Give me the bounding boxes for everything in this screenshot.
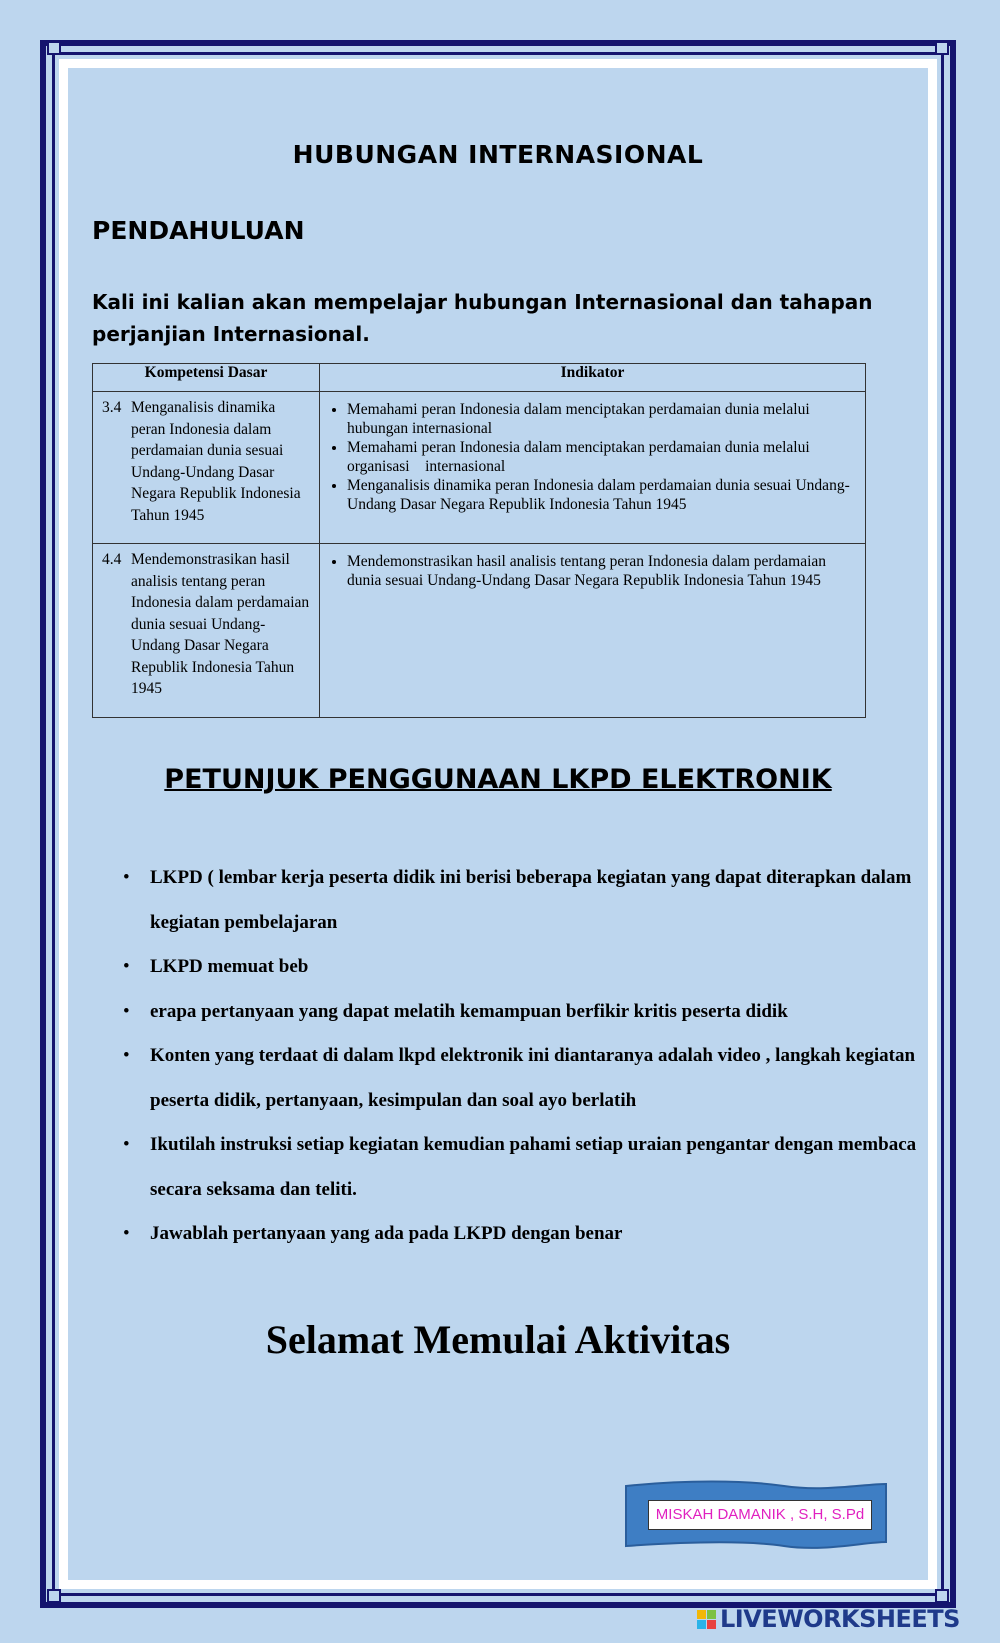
- instruction-item: • erapa pertanyaan yang dapat melatih kemampuan berfikir kritis peserta didik: [150, 990, 936, 1035]
- table-header: Indikator: [320, 364, 866, 392]
- page-title: HUBUNGAN INTERNASIONAL: [292, 140, 704, 169]
- kd-number: 4.4: [102, 551, 122, 568]
- instruction-item: • Jawablah pertanyaan yang ada pada LKPD dengan benar: [150, 1212, 936, 1257]
- indicator-cell: [320, 392, 866, 544]
- kd-text: Menganalisis dinamika peran Indonesia dalam perdamaian dunia sesuai Undang-Undang Dasar Negara Republik Indonesia Tahun 1945: [131, 399, 301, 524]
- instructions-list: [120, 856, 936, 1257]
- instruction-item: • Ikutilah instruksi setiap kegiatan kemudian pahami setiap uraian pengantar dengan membaca secara seksama dan teliti.: [150, 1123, 936, 1212]
- indicator-item: • Memahami peran Indonesia dalam menciptakan perdamaian dunia melalui organisasi internasional: [347, 438, 854, 476]
- instructions-heading-text: PETUNJUK PENGGUNAAN LKPD ELEKTRONIK: [164, 764, 832, 795]
- border-corner: [47, 41, 61, 55]
- instruction-item: • Konten yang terdaat di dalam lkpd elektronik ini diantaranya adalah video , langkah kegiatan peserta didik, pertanyaan, kesimpulan dan soal ayo berlatih: [150, 1034, 936, 1123]
- indicator-cell: [320, 544, 866, 718]
- instructions-heading: [68, 764, 928, 795]
- indicator-list: [321, 393, 864, 514]
- liveworksheets-logo: [697, 1604, 960, 1634]
- closing-text: Selamat Memulai Aktivitas: [265, 1317, 731, 1362]
- border-corner: [935, 1589, 949, 1603]
- section-heading: PENDAHULUAN: [92, 216, 305, 245]
- table-header: Kompetensi Dasar: [93, 364, 320, 392]
- indicator-list: [321, 545, 864, 590]
- liveworksheets-wordmark: LIVEWORKSHEETS: [720, 1605, 960, 1633]
- kd-cell: [93, 544, 320, 718]
- competency-table: [92, 363, 866, 718]
- intro-paragraph: Kali ini kalian akan mempelajar hubungan Internasional dan tahapan perjanjian Internasional.: [92, 290, 873, 346]
- border-corner: [935, 41, 949, 55]
- kd-text: Mendemonstrasikan hasil analisis tentang peran Indonesia dalam perdamaian dunia sesuai Undang-Undang Dasar Negara Republik Indonesia Tahun 1945: [131, 551, 310, 697]
- liveworksheets-logo-icon: [697, 1610, 716, 1629]
- worksheet-page: [68, 68, 928, 1580]
- indicator-item: • Memahami peran Indonesia dalam menciptakan perdamaian dunia melalui hubungan internasional: [347, 400, 854, 438]
- indicator-item: • Menganalisis dinamika peran Indonesia dalam perdamaian dunia sesuai Undang-Undang Dasar Negara Republik Indonesia Tahun 1945: [347, 476, 854, 514]
- border-corner: [47, 1589, 61, 1603]
- indicator-item: • Mendemonstrasikan hasil analisis tentang peran Indonesia dalam perdamaian dunia sesuai Undang-Undang Dasar Negara Republik Indonesia Tahun 1945: [347, 552, 854, 590]
- table-row: [93, 544, 866, 718]
- table-row: [93, 392, 866, 544]
- instruction-item: • LKPD memuat beb: [150, 945, 936, 990]
- kd-number: 3.4: [102, 399, 122, 416]
- author-banner: [624, 1480, 888, 1552]
- table-header-row: [93, 364, 866, 392]
- instruction-item: • LKPD ( lembar kerja peserta didik ini berisi beberapa kegiatan yang dapat diterapkan dalam kegiatan pembelajaran: [150, 856, 936, 945]
- author-name: MISKAH DAMANIK , S.H, S.Pd: [648, 1500, 872, 1530]
- kd-cell: [93, 392, 320, 544]
